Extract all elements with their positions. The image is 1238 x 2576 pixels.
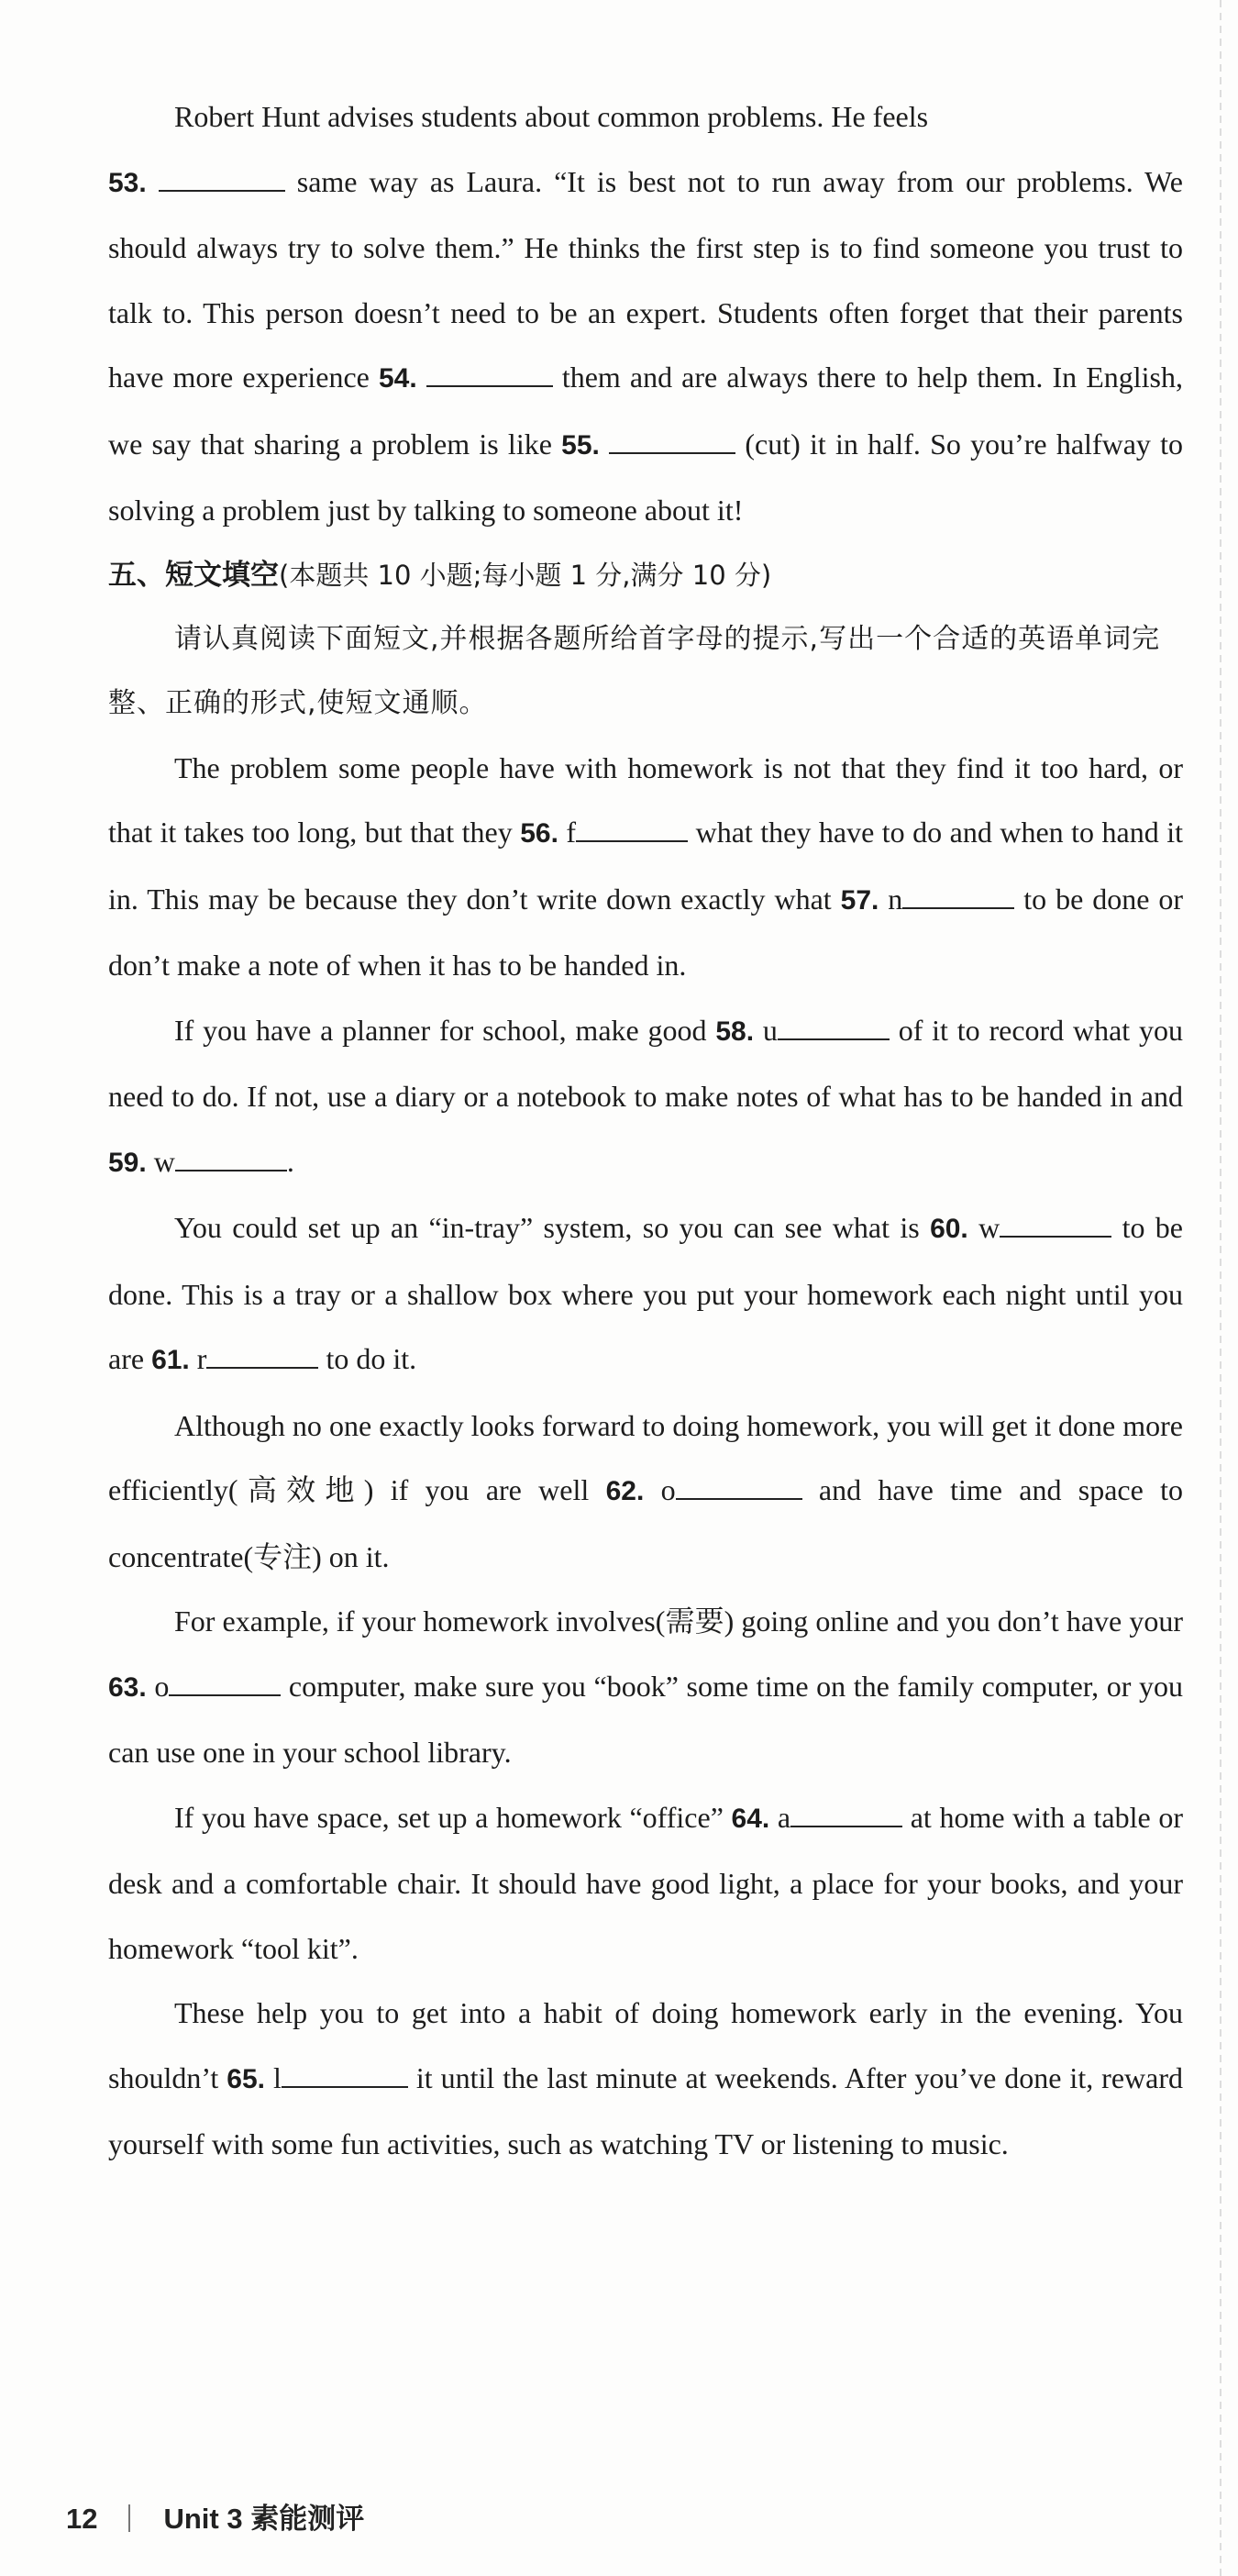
unit-title: Unit 3 素能测评	[163, 2503, 365, 2535]
paragraph-computer	[108, 1589, 1183, 1785]
footer-divider	[128, 2504, 130, 2532]
question-number-56: 56.	[520, 818, 558, 849]
text: at home with a table or desk and a comfortable chair. It should have good light, a place for your books, and your homework “tool kit”.	[108, 1800, 1184, 1965]
text: .	[286, 1144, 294, 1178]
text: and have time and space to concentrate(专注) on it.	[108, 1473, 1183, 1573]
section-label: 五、短文填空	[108, 558, 279, 592]
hint-letter-57: n	[879, 882, 903, 916]
hint-letter-62: o	[644, 1473, 676, 1506]
answer-blank-54[interactable]	[426, 361, 553, 387]
hint-letter-64: a	[769, 1800, 791, 1834]
answer-blank-55[interactable]	[609, 428, 735, 454]
question-number-53: 53.	[108, 167, 147, 198]
text: Robert Hunt advises students about common problems. He feels	[174, 100, 929, 133]
paragraph-efficiency	[108, 1393, 1183, 1590]
text: them and are always there to help them. In English, we say that sharing a problem is like	[108, 361, 1183, 461]
text: (cut) it in half. So you’re halfway to solving a problem just by talking to someone about it!	[108, 427, 1184, 527]
text: The problem some people have with homework is not that they find it too hard, or that it takes too long, but that they	[108, 750, 1183, 849]
answer-blank-62[interactable]	[676, 1474, 802, 1500]
page-edge-decoration	[1220, 0, 1221, 2576]
answer-blank-61[interactable]	[206, 1343, 318, 1369]
text: If you have a planner for school, make good	[174, 1013, 716, 1047]
text: These help you to get into a habit of doing homework early in the evening. You shouldn’t	[108, 1996, 1183, 2094]
text: to do it.	[318, 1342, 417, 1375]
text: same way as Laura. “It is best not to run away from our problems. We should always try to solve them.” He thinks the first step is to find someone you trust to talk to. This person doesn’t need to be an expert. Students often forget that their parents have more experience	[108, 164, 1184, 394]
page-number: 12	[66, 2503, 98, 2535]
hint-letter-65: l	[265, 2060, 282, 2094]
answer-blank-65[interactable]	[282, 2062, 408, 2088]
document-body	[108, 84, 1183, 2177]
paragraph-office	[108, 1785, 1183, 1982]
question-number-57: 57.	[840, 884, 879, 916]
paragraph-planner	[108, 998, 1183, 1196]
paragraph-habit	[108, 1981, 1183, 2177]
hint-letter-61: r	[189, 1342, 207, 1375]
question-number-59: 59.	[108, 1147, 147, 1178]
text: of it to record what you need to do. If not, use a diary or a notebook to make notes of what has to be handed in and	[108, 1013, 1183, 1113]
answer-blank-64[interactable]	[790, 1802, 902, 1827]
answer-blank-59[interactable]	[175, 1146, 287, 1171]
text: For example, if your homework involves(需要) going online and you don’t have your	[174, 1604, 1183, 1638]
paragraph-homework-problem	[108, 736, 1183, 998]
hint-letter-60: w	[967, 1211, 1000, 1244]
text: to be done. This is a tray or a shallow box where you put your homework each night until you are	[108, 1211, 1184, 1375]
hint-letter-58: u	[754, 1013, 778, 1047]
answer-blank-58[interactable]	[778, 1015, 890, 1040]
hint-letter-63: o	[146, 1669, 170, 1703]
question-number-58: 58.	[715, 1016, 755, 1047]
section-heading	[108, 543, 1183, 607]
question-number-60: 60.	[930, 1214, 968, 1244]
answer-blank-56[interactable]	[576, 816, 688, 842]
text: If you have space, set up a homework “office”	[174, 1800, 732, 1834]
answer-blank-57[interactable]	[902, 883, 1014, 909]
question-number-55: 55.	[561, 429, 600, 461]
text: You could set up an “in-tray” system, so you can see what is	[174, 1211, 931, 1244]
question-number-62: 62.	[605, 1476, 645, 1506]
hint-letter-59: w	[146, 1144, 175, 1178]
page-footer	[66, 2495, 364, 2537]
answer-blank-60[interactable]	[1000, 1212, 1111, 1238]
text: what they have to do and when to hand it in. This may be because they don’t write down exactly what	[108, 816, 1184, 916]
text: to be done or don’t make a note of when it has to be handed in.	[108, 882, 1184, 982]
text: Although no one exactly looks forward to doing homework, you will get it done more efficiently(高效地) if you are well	[108, 1408, 1183, 1506]
section-instruction: 请认真阅读下面短文,并根据各题所给首字母的提示,写出一个合适的英语单词完整、正确的形式,使短文通顺。	[108, 622, 1161, 719]
question-number-65: 65.	[227, 2063, 265, 2094]
paragraph-in-tray	[108, 1195, 1183, 1393]
paragraph-robert-hunt	[108, 84, 1183, 543]
hint-letter-56: f	[558, 816, 577, 849]
answer-blank-63[interactable]	[169, 1671, 281, 1696]
text: it until the last minute at weekends. After you’ve done it, reward yourself with some fun activities, such as watching TV or listening to music.	[108, 2060, 1184, 2160]
question-number-54: 54.	[378, 363, 417, 394]
section-score-note: (本题共 10 小题;每小题 1 分,满分 10 分)	[279, 559, 772, 591]
question-number-61: 61.	[151, 1345, 190, 1375]
answer-blank-53[interactable]	[159, 166, 285, 192]
question-number-63: 63.	[108, 1671, 147, 1703]
text: computer, make sure you “book” some time on the family computer, or you can use one in your school library.	[108, 1669, 1184, 1769]
question-number-64: 64.	[731, 1803, 770, 1834]
